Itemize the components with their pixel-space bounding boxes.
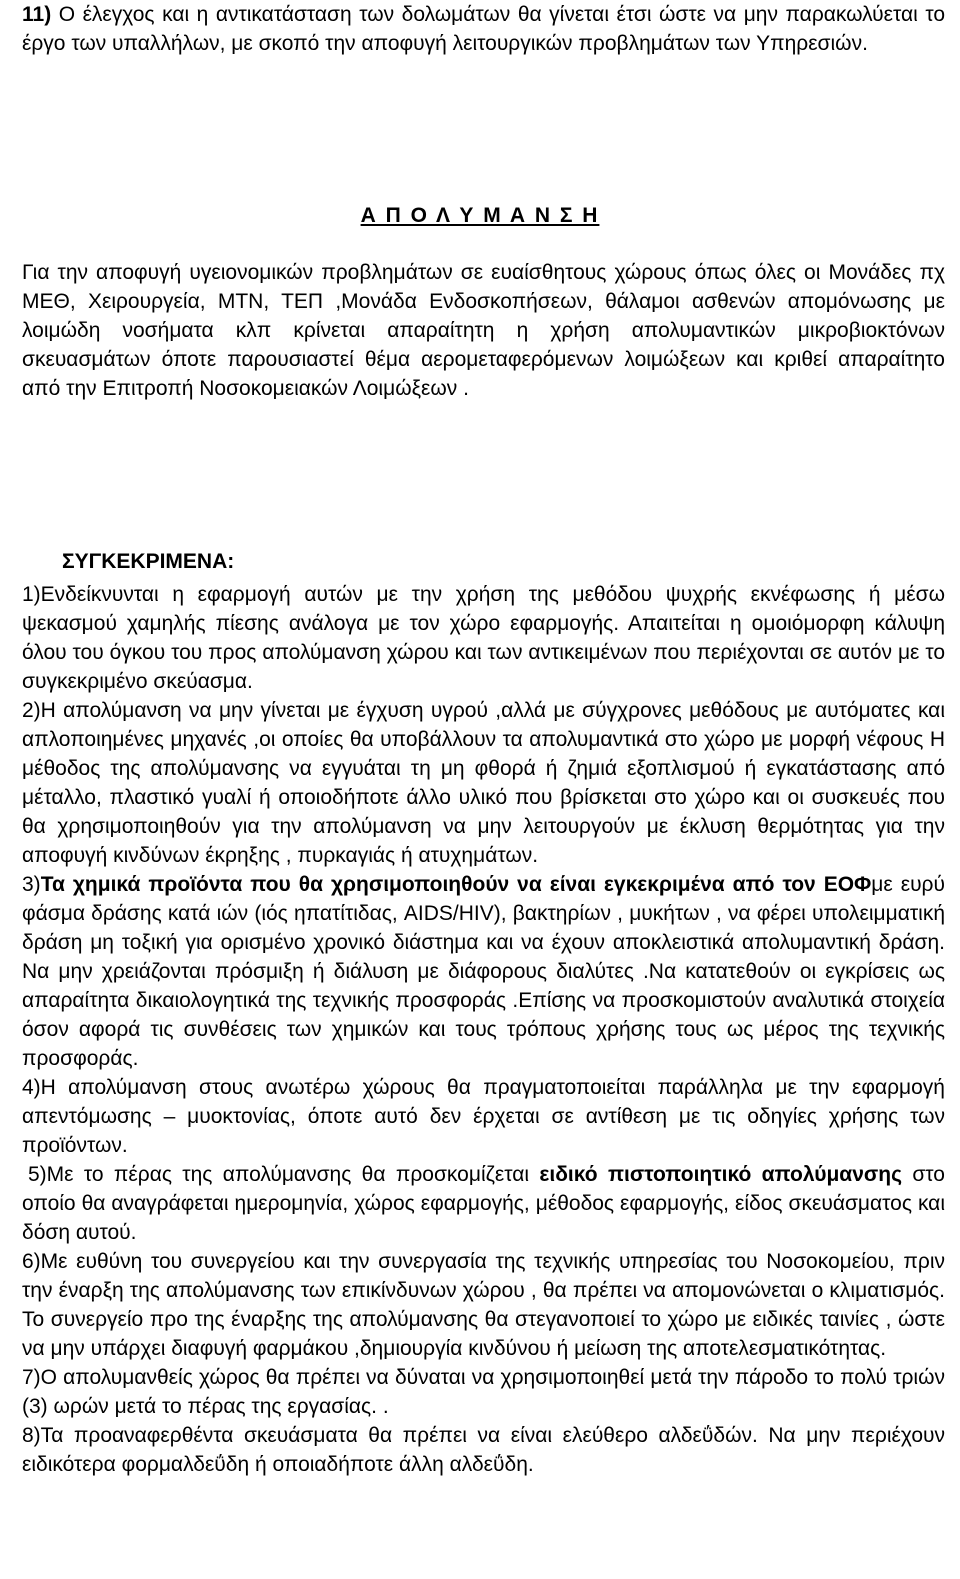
list-item-2: 2)Η απολύμανση να μην γίνεται με έγχυση υγρού ,αλλά με σύγχρονες μεθόδους με αυτόματες και απλοποιημένες μηχανές ,οι οποίες θα υποβάλλουν τα απολυμαντικά στο χώρο με μορφή νέφους Η μέθοδος της απολύμανσης να εγγυάται τη μη φθορά ή ζημιά εξοπλισμού ή εγκατάστασης από μέταλλο, πλαστικό γυαλί ή οποιοδήποτε άλλο υλικό που βρίσκεται στο χώρο και οι συσκευές που θα χρησιμοποιηθούν για την απολύμανση να μην λειτουργούν με έκλυση θερμότητας για την αποφυγή κινδύνων έκρηξης , πυρκαγιάς ή ατυχημάτων. (22, 699, 945, 867)
list-item-5-post: στο οποίο θα αναγράφεται ημερομηνία, χώρος εφαρμογής, μέθοδος εφαρμογής, είδος σκευάσματος και δόση αυτού. (22, 1163, 945, 1244)
list-item-5-pre: 5)Με το πέρας της απολύμανσης θα προσκομίζεται (28, 1163, 540, 1186)
specifics-list (22, 580, 945, 1479)
specifics-heading: ΣΥΓΚΕΚΡΙΜΕΝΑ: (62, 550, 235, 573)
list-item-7: 7)Ο απολυμανθείς χώρος θα πρέπει να δύναται να χρησιμοποιηθεί μετά την πάροδο το πολύ τριών (3) ωρών μετά το πέρας της εργασίας. . (22, 1366, 945, 1418)
intro-paragraph (22, 0, 945, 58)
disinfection-intro-paragraph: Για την αποφυγή υγειονομικών προβλημάτων σε ευαίσθητους χώρους όπως όλες οι Μονάδες πχ ΜΕΘ, Χειρουργεία, ΜΤΝ, ΤΕΠ ,Μονάδα Ενδοσκοπήσεων, θάλαμοι ασθενών απομόνωσης με λοιμώδη νοσήματα κλπ κρίνεται απαραίτητη η χρήση απολυμαντικών μικροβιοκτόνων σκευασμάτων όποτε παρουσιαστεί θέμα αερομεταφερόμενων λοιμώξεων και κριθεί απαραίτητο από την Επιτροπή Νοσοκομειακών Λοιμώξεων . (22, 261, 945, 400)
list-item-1: 1)Ενδείκνυνται η εφαρμογή αυτών με την χρήση της μεθόδου ψυχρής εκνέφωσης ή μέσω ψεκασμού χαμηλής πίεσης ανάλογα με τον χώρο εφαρμογής. Απαιτείται η ομοιόμορφη κάλυψη όλου του όγκου του προς απολύμανση χώρου και των αντικειμένων που περιέχονται σε αυτόν με το συγκεκριμένο σκεύασμα. (22, 583, 945, 693)
list-item-4: 4)Η απολύμανση στους ανωτέρω χώρους θα πραγματοποιείται παράλληλα με την εφαρμογή απεντόμωσης – μυοκτονίας, όποτε αυτό δεν έρχεται σε αντίθεση με τις οδηγίες χρήσης των προϊόντων. (22, 1076, 945, 1157)
section-title: Α Π Ο Λ Υ Μ Α Ν Σ Η (360, 204, 600, 227)
list-item-5-bold: ειδικό πιστοποιητικό απολύμανσης (539, 1163, 902, 1186)
list-item-6: 6)Με ευθύνη του συνεργείου και την συνεργασία της τεχνικής υπηρεσίας του Νοσοκομείου, πριν την έναρξη της απολύμανσης των επικίνδυνων χώρου , θα πρέπει να απομονώνεται ο κλιματισμός. Το συνεργείο προ της έναρξης της απολύμανσης θα στεγανοποιεί το χώρο με ειδικές ταινίες , ώστε να μην υπάρχει διαφυγή φαρμάκου ,δημιουργία κινδύνου ή μείωση της αποτελεσματικότητας. (22, 1250, 945, 1360)
list-item-3-text: με ευρύ φάσμα δράσης κατά ιών (ιός ηπατίτιδας, AIDS/HIV), βακτηρίων , μυκήτων , να φέρει υπολειμματική δράση μη τοξική για ορισμένο χρονικό διάστημα και να έχουν αποκλειστικά απολυμαντική δράση. Να μην χρειάζονται πρόσμιξη ή διάλυση με διάφορους διαλύτες .Να κατατεθούν οι εγκρίσεις ως απαραίτητα δικαιολογητικά της τεχνικής προσφοράς .Επίσης να προσκομιστούν αναλυτικά στοιχεία όσον αφορά τις συνθέσεις των χημικών και τους τρόπους χρήσης τους ως μέρος της τεχνικής προσφοράς. (22, 873, 945, 1070)
list-item-5 (22, 1160, 945, 1247)
list-item-3-bold: Τα χημικά προϊόντα που θα χρησιμοποιηθούν να είναι εγκεκριμένα από τον ΕΟΦ (40, 873, 872, 896)
intro-number: 11) (22, 3, 52, 26)
list-item-3-number: 3) (22, 873, 41, 896)
list-item-8: 8)Τα προαναφερθέντα σκευάσματα θα πρέπει να είναι ελεύθερο αλδεΰδών. Να μην περιέχουν ειδικότερα φορμαλδεΰδη ή οποιαδήποτε άλλη αλδεΰδη. (22, 1424, 945, 1476)
intro-text: Ο έλεγχος και η αντικατάσταση των δολωμάτων θα γίνεται έτσι ώστε να μην παρακωλύεται το έργο των υπαλλήλων, με σκοπό την αποφυγή λειτουργικών προβλημάτων των Υπηρεσιών. (22, 3, 945, 55)
list-item-3 (22, 870, 945, 1073)
